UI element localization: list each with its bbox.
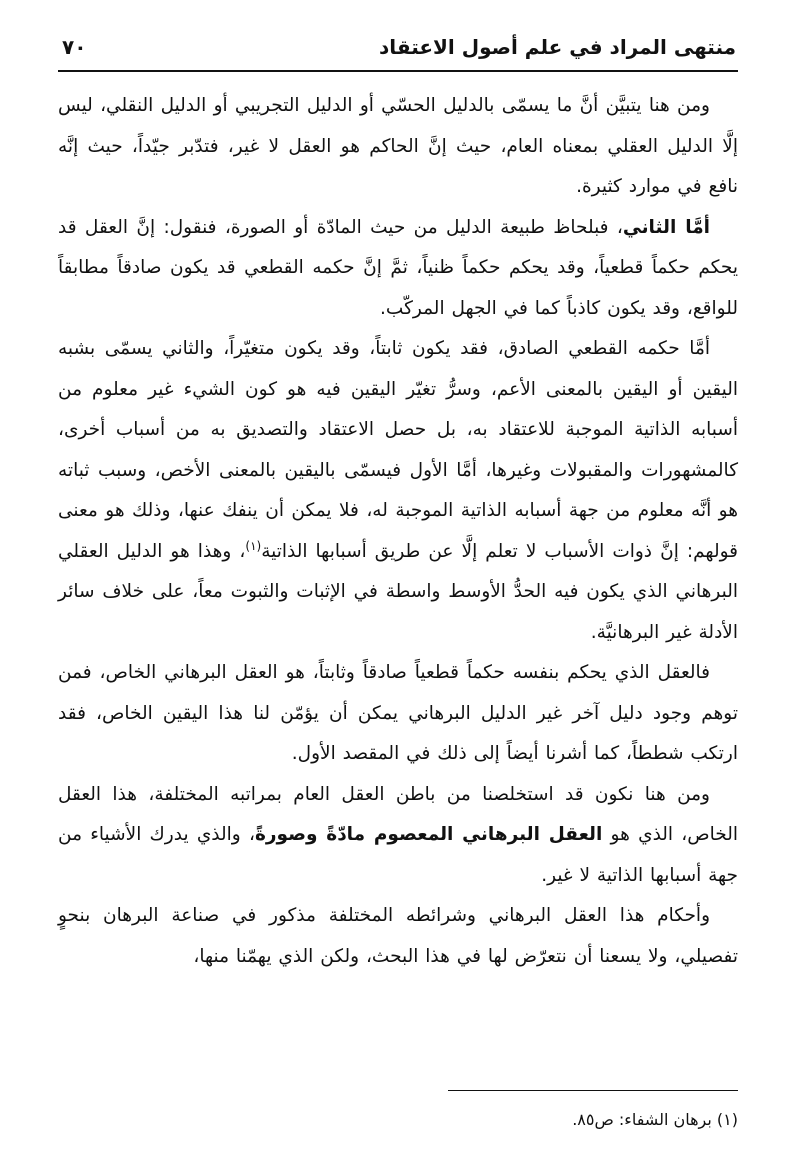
page-number: ٧٠	[62, 35, 87, 59]
paragraph	[58, 775, 738, 897]
paragraph	[58, 86, 738, 208]
paragraph	[58, 653, 738, 775]
text-segment: ، والذي يدرك الأشياء من جهة أسبابها الذاتية لا غير.	[58, 824, 738, 886]
paragraph	[58, 208, 738, 330]
paragraph	[58, 896, 738, 977]
footnote: (١) برهان الشفاء: ص٨٥.	[572, 1110, 738, 1129]
footnote-separator	[448, 1090, 738, 1091]
footnote-reference[interactable]: (١)	[245, 538, 262, 553]
running-header	[58, 24, 738, 72]
paragraph	[58, 329, 738, 653]
text-segment: وأحكام هذا العقل البرهاني وشرائطه المختلفة مذكور في صناعة البرهان بنحوٍ تفصيلي، ولا يسعنا أن نتعرّض لها في هذا البحث، ولكن الذي يهمّنا منها،	[58, 905, 738, 967]
text-segment: ومن هنا نكون قد استخلصنا من باطن العقل العام بمراتبه المختلفة، هذا العقل الخاص، الذي هو	[58, 783, 738, 845]
text-segment: ومن هنا يتبيَّن أنَّ ما يسمّى بالدليل الحسّي أو الدليل التجريبي أو الدليل النقلي، ليس إلَّا الدليل العقلي بمعناه العام، حيث إنَّ الحاكم هو العقل لا غير، فتدّبر جيّداً، حيث إنَّه نافع في موارد كثيرة.	[58, 95, 738, 197]
bold-term: العقل البرهاني المعصوم مادّةً وصورةً	[254, 824, 603, 845]
book-page	[58, 24, 738, 1144]
text-segment: أمَّا حكمه القطعي الصادق، فقد يكون ثابتاً، وقد يكون متغيّراً، والثاني يسمّى بشبه اليقين أو اليقين بالمعنى الأعم، وسرُّ تغيّر اليقين فيه هو كون الشيء غير معلوم من أسبابه الذاتية الموجبة للاعتقاد به، بل حصل الاعتقاد والتصديق به من أسباب أخرى، كالمشهورات والمقبولات وغيرها، أمَّا الأول فيسمّى باليقين بالمعنى الأخص، وسبب ثباته هو أنَّه معلوم من جهة أسبابه الذاتية الموجبة له، فلا يمكن أن ينفك عنها، وذلك هو معنى قولهم: إنَّ ذوات الأسباب لا تعلم إلَّا عن طريق أسبابها الذاتية	[58, 338, 738, 562]
running-header-title: منتهى المراد في علم أصول الاعتقاد	[379, 35, 736, 59]
bold-term: أمَّا الثاني	[622, 216, 710, 238]
main-text	[58, 86, 738, 977]
text-segment: فالعقل الذي يحكم بنفسه حكماً قطعياً صادقاً وثابتاً، هو العقل البرهاني الخاص، فمن توهم وجود دليل آخر غير الدليل البرهاني يمكن أن يؤمّن لنا هذا اليقين الخاص، فقد ارتكب شططاً، كما أشرنا أيضاً إلى ذلك في المقصد الأول.	[58, 662, 738, 764]
text-segment: ، وهذا هو الدليل العقلي البرهاني الذي يكون فيه الحدُّ الأوسط واسطة في الإثبات والثبوت معاً، على خلاف سائر الأدلة غير البرهانيَّة.	[58, 540, 738, 643]
text-segment: ، فبلحاظ طبيعة الدليل من حيث المادّة أو الصورة، فنقول: إنَّ العقل قد يحكم حكماً قطعياً، وقد يحكم حكماً ظنياً، ثمَّ إنَّ حكمه القطعي قد يكون صادقاً مطابقاً للواقع، وقد يكون كاذباً كما في الجهل المركّب.	[58, 216, 738, 319]
